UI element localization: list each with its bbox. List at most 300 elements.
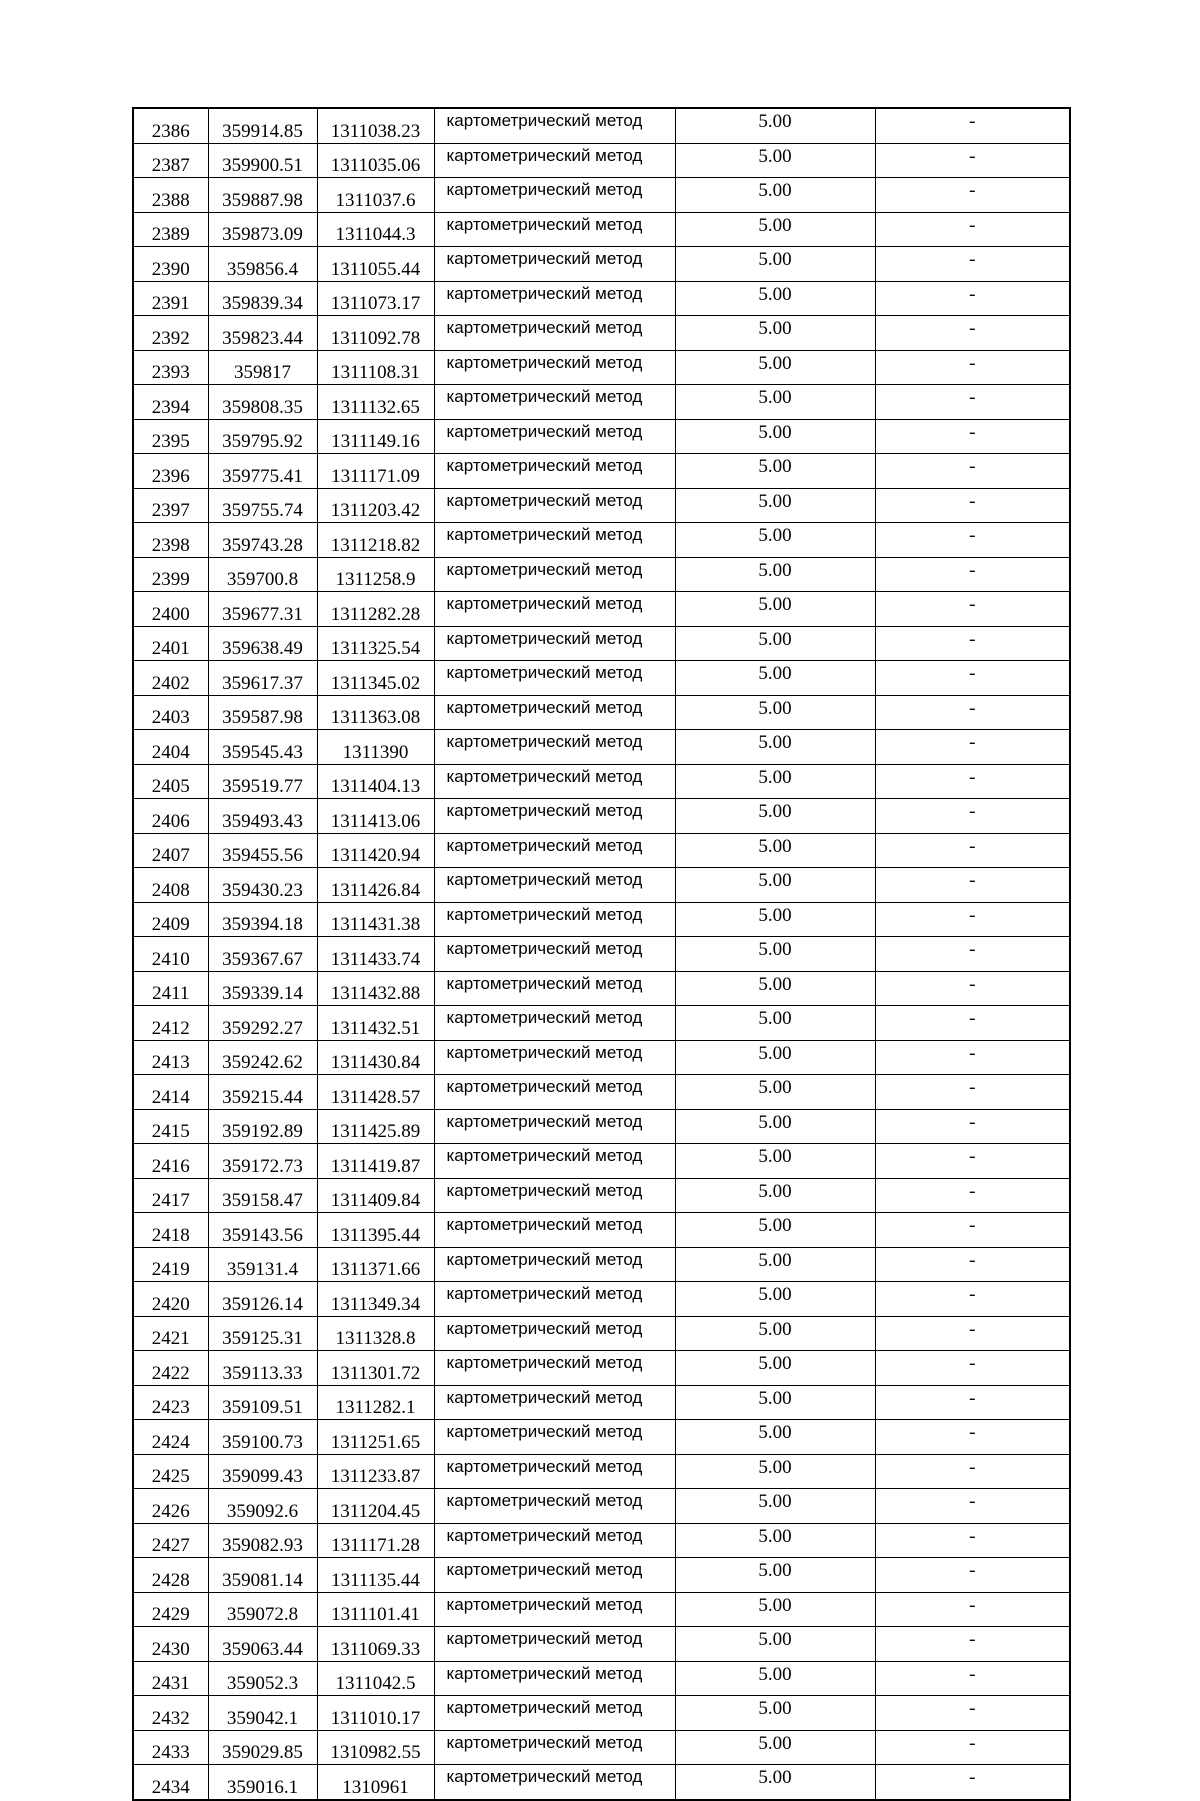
coord-x-cell: 359125.31 (208, 1316, 317, 1351)
method-cell: картометрический метод (434, 1213, 675, 1248)
coord-x-cell: 359638.49 (208, 626, 317, 661)
method-cell: картометрический метод (434, 1006, 675, 1041)
table-row (133, 937, 1070, 972)
coord-y-cell: 1311101.41 (317, 1592, 434, 1627)
accuracy-cell: 5.00 (675, 1178, 875, 1213)
accuracy-cell: 5.00 (675, 937, 875, 972)
coord-y-cell: 1311433.74 (317, 937, 434, 972)
method-cell: картометрический метод (434, 247, 675, 282)
point-number-cell: 2403 (133, 695, 208, 730)
point-number-cell: 2430 (133, 1627, 208, 1662)
table-row (133, 695, 1070, 730)
coord-y-cell: 1311371.66 (317, 1247, 434, 1282)
accuracy-cell: 5.00 (675, 592, 875, 627)
table-row (133, 178, 1070, 213)
accuracy-cell: 5.00 (675, 1282, 875, 1317)
note-cell: - (875, 454, 1070, 489)
note-cell: - (875, 1247, 1070, 1282)
coord-x-cell: 359100.73 (208, 1420, 317, 1455)
accuracy-cell: 5.00 (675, 1213, 875, 1248)
table-row (133, 212, 1070, 247)
note-cell: - (875, 143, 1070, 178)
note-cell: - (875, 1489, 1070, 1524)
coord-x-cell: 359367.67 (208, 937, 317, 972)
note-cell: - (875, 557, 1070, 592)
accuracy-cell: 5.00 (675, 350, 875, 385)
accuracy-cell: 5.00 (675, 1144, 875, 1179)
coord-y-cell: 1311092.78 (317, 316, 434, 351)
method-cell: картометрический метод (434, 1696, 675, 1731)
coord-y-cell: 1311432.88 (317, 971, 434, 1006)
table-row (133, 316, 1070, 351)
accuracy-cell: 5.00 (675, 1247, 875, 1282)
point-number-cell: 2395 (133, 419, 208, 454)
coord-x-cell: 359063.44 (208, 1627, 317, 1662)
table-row (133, 247, 1070, 282)
coord-y-cell: 1311044.3 (317, 212, 434, 247)
table-row (133, 626, 1070, 661)
table-row (133, 1213, 1070, 1248)
point-number-cell: 2429 (133, 1592, 208, 1627)
method-cell: картометрический метод (434, 799, 675, 834)
accuracy-cell: 5.00 (675, 1040, 875, 1075)
coord-y-cell: 1311282.28 (317, 592, 434, 627)
accuracy-cell: 5.00 (675, 1109, 875, 1144)
accuracy-cell: 5.00 (675, 1661, 875, 1696)
coord-x-cell: 359817 (208, 350, 317, 385)
coord-x-cell: 359519.77 (208, 764, 317, 799)
note-cell: - (875, 1109, 1070, 1144)
point-number-cell: 2412 (133, 1006, 208, 1041)
table-row (133, 799, 1070, 834)
method-cell: картометрический метод (434, 523, 675, 558)
accuracy-cell: 5.00 (675, 1765, 875, 1800)
accuracy-cell: 5.00 (675, 1696, 875, 1731)
coord-y-cell: 1311037.6 (317, 178, 434, 213)
note-cell: - (875, 178, 1070, 213)
table-row (133, 523, 1070, 558)
accuracy-cell: 5.00 (675, 971, 875, 1006)
point-number-cell: 2425 (133, 1454, 208, 1489)
table-row (133, 281, 1070, 316)
coord-y-cell: 1311135.44 (317, 1558, 434, 1593)
coord-y-cell: 1311425.89 (317, 1109, 434, 1144)
note-cell: - (875, 108, 1070, 143)
coord-x-cell: 359545.43 (208, 730, 317, 765)
coord-x-cell: 359092.6 (208, 1489, 317, 1524)
table-row (133, 764, 1070, 799)
point-number-cell: 2409 (133, 902, 208, 937)
point-number-cell: 2397 (133, 488, 208, 523)
coord-y-cell: 1311345.02 (317, 661, 434, 696)
coord-x-cell: 359755.74 (208, 488, 317, 523)
point-number-cell: 2398 (133, 523, 208, 558)
method-cell: картометрический метод (434, 385, 675, 420)
coord-y-cell: 1311203.42 (317, 488, 434, 523)
point-number-cell: 2427 (133, 1523, 208, 1558)
table-row (133, 1558, 1070, 1593)
table-row (133, 1420, 1070, 1455)
coord-x-cell: 359029.85 (208, 1730, 317, 1765)
table-row (133, 1247, 1070, 1282)
accuracy-cell: 5.00 (675, 316, 875, 351)
table-row (133, 1765, 1070, 1800)
coord-y-cell: 1311218.82 (317, 523, 434, 558)
point-number-cell: 2387 (133, 143, 208, 178)
note-cell: - (875, 1282, 1070, 1317)
coord-x-cell: 359677.31 (208, 592, 317, 627)
point-number-cell: 2421 (133, 1316, 208, 1351)
table-row (133, 1523, 1070, 1558)
coord-y-cell: 1311055.44 (317, 247, 434, 282)
method-cell: картометрический метод (434, 1523, 675, 1558)
method-cell: картометрический метод (434, 108, 675, 143)
point-number-cell: 2423 (133, 1385, 208, 1420)
method-cell: картометрический метод (434, 937, 675, 972)
accuracy-cell: 5.00 (675, 1627, 875, 1662)
table-row (133, 1351, 1070, 1386)
method-cell: картометрический метод (434, 1247, 675, 1282)
coord-y-cell: 1311349.34 (317, 1282, 434, 1317)
coord-y-cell: 1311010.17 (317, 1696, 434, 1731)
coord-y-cell: 1311420.94 (317, 833, 434, 868)
accuracy-cell: 5.00 (675, 661, 875, 696)
coord-y-cell: 1311108.31 (317, 350, 434, 385)
coord-y-cell: 1311428.57 (317, 1075, 434, 1110)
method-cell: картометрический метод (434, 695, 675, 730)
note-cell: - (875, 833, 1070, 868)
coord-y-cell: 1311038.23 (317, 108, 434, 143)
coord-y-cell: 1310961 (317, 1765, 434, 1800)
point-number-cell: 2413 (133, 1040, 208, 1075)
note-cell: - (875, 316, 1070, 351)
note-cell: - (875, 385, 1070, 420)
method-cell: картометрический метод (434, 1178, 675, 1213)
point-number-cell: 2424 (133, 1420, 208, 1455)
point-number-cell: 2400 (133, 592, 208, 627)
table-row (133, 1282, 1070, 1317)
point-number-cell: 2404 (133, 730, 208, 765)
table-row (133, 971, 1070, 1006)
coord-x-cell: 359215.44 (208, 1075, 317, 1110)
coord-x-cell: 359192.89 (208, 1109, 317, 1144)
coord-x-cell: 359856.4 (208, 247, 317, 282)
accuracy-cell: 5.00 (675, 626, 875, 661)
note-cell: - (875, 1178, 1070, 1213)
coord-x-cell: 359072.8 (208, 1592, 317, 1627)
coord-x-cell: 359808.35 (208, 385, 317, 420)
point-number-cell: 2411 (133, 971, 208, 1006)
coord-y-cell: 1311363.08 (317, 695, 434, 730)
accuracy-cell: 5.00 (675, 247, 875, 282)
point-number-cell: 2431 (133, 1661, 208, 1696)
coord-x-cell: 359887.98 (208, 178, 317, 213)
coord-x-cell: 359775.41 (208, 454, 317, 489)
point-number-cell: 2417 (133, 1178, 208, 1213)
table-row (133, 1040, 1070, 1075)
accuracy-cell: 5.00 (675, 1558, 875, 1593)
table-row (133, 661, 1070, 696)
point-number-cell: 2393 (133, 350, 208, 385)
coord-y-cell: 1311390 (317, 730, 434, 765)
note-cell: - (875, 1661, 1070, 1696)
note-cell: - (875, 247, 1070, 282)
table-row (133, 454, 1070, 489)
point-number-cell: 2410 (133, 937, 208, 972)
method-cell: картометрический метод (434, 1282, 675, 1317)
table-row (133, 1316, 1070, 1351)
note-cell: - (875, 523, 1070, 558)
coord-x-cell: 359873.09 (208, 212, 317, 247)
method-cell: картометрический метод (434, 419, 675, 454)
accuracy-cell: 5.00 (675, 523, 875, 558)
note-cell: - (875, 1351, 1070, 1386)
note-cell: - (875, 1213, 1070, 1248)
point-number-cell: 2422 (133, 1351, 208, 1386)
method-cell: картометрический метод (434, 281, 675, 316)
coord-x-cell: 359126.14 (208, 1282, 317, 1317)
accuracy-cell: 5.00 (675, 833, 875, 868)
coord-y-cell: 1311258.9 (317, 557, 434, 592)
accuracy-cell: 5.00 (675, 1489, 875, 1524)
coord-x-cell: 359743.28 (208, 523, 317, 558)
accuracy-cell: 5.00 (675, 385, 875, 420)
method-cell: картометрический метод (434, 143, 675, 178)
coord-x-cell: 359131.4 (208, 1247, 317, 1282)
note-cell: - (875, 592, 1070, 627)
coord-x-cell: 359700.8 (208, 557, 317, 592)
point-number-cell: 2416 (133, 1144, 208, 1179)
note-cell: - (875, 937, 1070, 972)
accuracy-cell: 5.00 (675, 1454, 875, 1489)
method-cell: картометрический метод (434, 868, 675, 903)
note-cell: - (875, 626, 1070, 661)
coord-x-cell: 359587.98 (208, 695, 317, 730)
method-cell: картометрический метод (434, 350, 675, 385)
coord-y-cell: 1311419.87 (317, 1144, 434, 1179)
table-row (133, 1627, 1070, 1662)
method-cell: картометрический метод (434, 1765, 675, 1800)
coord-y-cell: 1311395.44 (317, 1213, 434, 1248)
coord-y-cell: 1311426.84 (317, 868, 434, 903)
coord-x-cell: 359052.3 (208, 1661, 317, 1696)
note-cell: - (875, 764, 1070, 799)
point-number-cell: 2418 (133, 1213, 208, 1248)
accuracy-cell: 5.00 (675, 557, 875, 592)
accuracy-cell: 5.00 (675, 1592, 875, 1627)
point-number-cell: 2419 (133, 1247, 208, 1282)
method-cell: картометрический метод (434, 1144, 675, 1179)
accuracy-cell: 5.00 (675, 1316, 875, 1351)
coord-y-cell: 1311431.38 (317, 902, 434, 937)
note-cell: - (875, 1006, 1070, 1041)
note-cell: - (875, 1730, 1070, 1765)
method-cell: картометрический метод (434, 764, 675, 799)
coord-x-cell: 359082.93 (208, 1523, 317, 1558)
coord-x-cell: 359339.14 (208, 971, 317, 1006)
note-cell: - (875, 1420, 1070, 1455)
point-number-cell: 2414 (133, 1075, 208, 1110)
method-cell: картометрический метод (434, 1730, 675, 1765)
table-row (133, 1489, 1070, 1524)
method-cell: картометрический метод (434, 1385, 675, 1420)
accuracy-cell: 5.00 (675, 143, 875, 178)
note-cell: - (875, 1316, 1070, 1351)
table-row (133, 1730, 1070, 1765)
note-cell: - (875, 799, 1070, 834)
point-number-cell: 2408 (133, 868, 208, 903)
accuracy-cell: 5.00 (675, 178, 875, 213)
method-cell: картометрический метод (434, 1454, 675, 1489)
method-cell: картометрический метод (434, 833, 675, 868)
accuracy-cell: 5.00 (675, 1730, 875, 1765)
coord-x-cell: 359113.33 (208, 1351, 317, 1386)
coord-x-cell: 359016.1 (208, 1765, 317, 1800)
coord-x-cell: 359292.27 (208, 1006, 317, 1041)
coord-y-cell: 1311233.87 (317, 1454, 434, 1489)
table-row (133, 557, 1070, 592)
note-cell: - (875, 1385, 1070, 1420)
table-row (133, 902, 1070, 937)
table-row (133, 1178, 1070, 1213)
coord-y-cell: 1311204.45 (317, 1489, 434, 1524)
table-row (133, 1592, 1070, 1627)
point-number-cell: 2426 (133, 1489, 208, 1524)
coordinates-table (132, 107, 1071, 1801)
table-row (133, 868, 1070, 903)
method-cell: картометрический метод (434, 1040, 675, 1075)
table-row (133, 1696, 1070, 1731)
method-cell: картометрический метод (434, 902, 675, 937)
table-row (133, 385, 1070, 420)
accuracy-cell: 5.00 (675, 1523, 875, 1558)
coord-y-cell: 1311328.8 (317, 1316, 434, 1351)
note-cell: - (875, 730, 1070, 765)
method-cell: картометрический метод (434, 1558, 675, 1593)
coord-x-cell: 359109.51 (208, 1385, 317, 1420)
point-number-cell: 2405 (133, 764, 208, 799)
table-row (133, 143, 1070, 178)
accuracy-cell: 5.00 (675, 281, 875, 316)
coord-x-cell: 359823.44 (208, 316, 317, 351)
note-cell: - (875, 488, 1070, 523)
accuracy-cell: 5.00 (675, 1351, 875, 1386)
note-cell: - (875, 1075, 1070, 1110)
point-number-cell: 2392 (133, 316, 208, 351)
accuracy-cell: 5.00 (675, 868, 875, 903)
accuracy-cell: 5.00 (675, 419, 875, 454)
coord-x-cell: 359795.92 (208, 419, 317, 454)
note-cell: - (875, 868, 1070, 903)
coord-y-cell: 1311171.09 (317, 454, 434, 489)
point-number-cell: 2433 (133, 1730, 208, 1765)
table-row (133, 350, 1070, 385)
coord-y-cell: 1311409.84 (317, 1178, 434, 1213)
coord-y-cell: 1311042.5 (317, 1661, 434, 1696)
method-cell: картометрический метод (434, 1351, 675, 1386)
table-row (133, 1454, 1070, 1489)
note-cell: - (875, 1558, 1070, 1593)
coord-y-cell: 1311413.06 (317, 799, 434, 834)
note-cell: - (875, 1454, 1070, 1489)
note-cell: - (875, 1627, 1070, 1662)
table-row (133, 108, 1070, 143)
method-cell: картометрический метод (434, 557, 675, 592)
coord-x-cell: 359158.47 (208, 1178, 317, 1213)
method-cell: картометрический метод (434, 1661, 675, 1696)
method-cell: картометрический метод (434, 1109, 675, 1144)
table-row (133, 1144, 1070, 1179)
point-number-cell: 2407 (133, 833, 208, 868)
coord-y-cell: 1311069.33 (317, 1627, 434, 1662)
accuracy-cell: 5.00 (675, 1075, 875, 1110)
point-number-cell: 2420 (133, 1282, 208, 1317)
note-cell: - (875, 1040, 1070, 1075)
point-number-cell: 2434 (133, 1765, 208, 1800)
coord-y-cell: 1310982.55 (317, 1730, 434, 1765)
coord-y-cell: 1311432.51 (317, 1006, 434, 1041)
note-cell: - (875, 1523, 1070, 1558)
coord-x-cell: 359172.73 (208, 1144, 317, 1179)
coord-y-cell: 1311035.06 (317, 143, 434, 178)
note-cell: - (875, 695, 1070, 730)
note-cell: - (875, 281, 1070, 316)
method-cell: картометрический метод (434, 1075, 675, 1110)
coord-x-cell: 359493.43 (208, 799, 317, 834)
point-number-cell: 2406 (133, 799, 208, 834)
accuracy-cell: 5.00 (675, 1385, 875, 1420)
note-cell: - (875, 419, 1070, 454)
note-cell: - (875, 1765, 1070, 1800)
accuracy-cell: 5.00 (675, 1420, 875, 1455)
coord-x-cell: 359455.56 (208, 833, 317, 868)
point-number-cell: 2390 (133, 247, 208, 282)
point-number-cell: 2401 (133, 626, 208, 661)
point-number-cell: 2402 (133, 661, 208, 696)
coord-y-cell: 1311073.17 (317, 281, 434, 316)
table-row (133, 833, 1070, 868)
point-number-cell: 2428 (133, 1558, 208, 1593)
note-cell: - (875, 1592, 1070, 1627)
coord-y-cell: 1311282.1 (317, 1385, 434, 1420)
note-cell: - (875, 1144, 1070, 1179)
coord-x-cell: 359042.1 (208, 1696, 317, 1731)
point-number-cell: 2389 (133, 212, 208, 247)
point-number-cell: 2391 (133, 281, 208, 316)
coord-x-cell: 359099.43 (208, 1454, 317, 1489)
table-row (133, 592, 1070, 627)
coord-x-cell: 359242.62 (208, 1040, 317, 1075)
coord-x-cell: 359143.56 (208, 1213, 317, 1248)
method-cell: картометрический метод (434, 626, 675, 661)
table-row (133, 1385, 1070, 1420)
accuracy-cell: 5.00 (675, 108, 875, 143)
coord-y-cell: 1311404.13 (317, 764, 434, 799)
point-number-cell: 2399 (133, 557, 208, 592)
note-cell: - (875, 661, 1070, 696)
table-row (133, 1661, 1070, 1696)
point-number-cell: 2396 (133, 454, 208, 489)
coord-x-cell: 359081.14 (208, 1558, 317, 1593)
accuracy-cell: 5.00 (675, 488, 875, 523)
accuracy-cell: 5.00 (675, 212, 875, 247)
method-cell: картометрический метод (434, 212, 675, 247)
table-row (133, 1006, 1070, 1041)
coord-x-cell: 359839.34 (208, 281, 317, 316)
coord-y-cell: 1311325.54 (317, 626, 434, 661)
table-row (133, 1075, 1070, 1110)
coord-x-cell: 359617.37 (208, 661, 317, 696)
